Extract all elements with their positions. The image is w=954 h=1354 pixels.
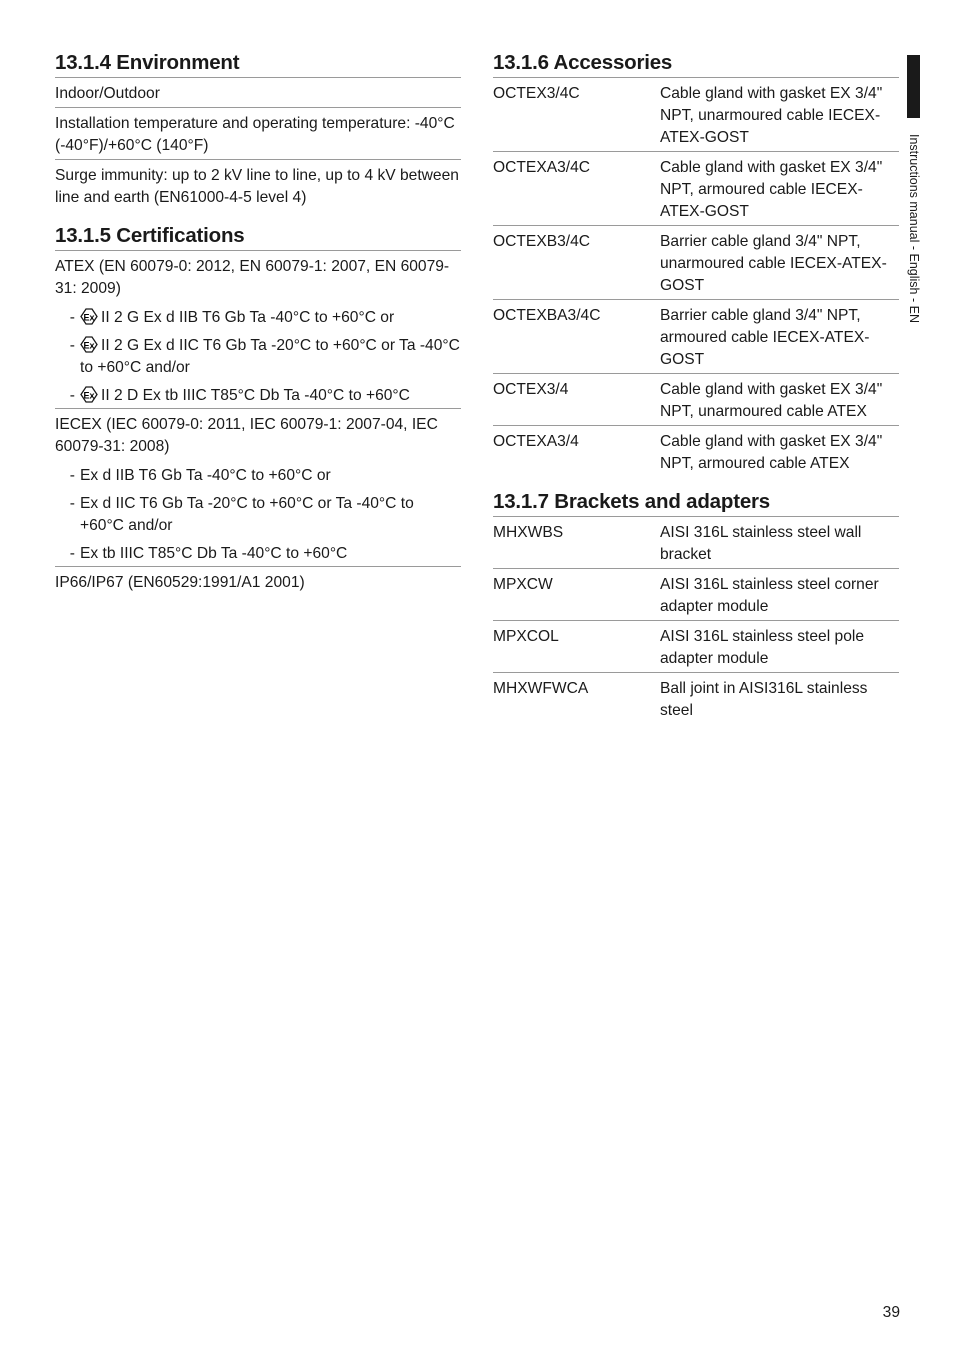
table-row — [493, 621, 899, 673]
environment-row: Surge immunity: up to 2 kV line to line, up to 4 kV between line and earth (EN61000-4-5 level 4) — [55, 167, 459, 206]
ex-symbol-icon — [80, 386, 98, 403]
bullet-dash: - — [69, 387, 75, 404]
brackets-heading: 13.1.7 Brackets and adapters — [493, 489, 899, 517]
table-row — [493, 78, 899, 152]
product-description: Cable gland with gasket EX 3/4" NPT, armoured cable ATEX — [660, 433, 883, 472]
accessories-heading: 13.1.6 Accessories — [493, 50, 899, 78]
product-description: Barrier cable gland 3/4" NPT, unarmoured cable IECEX-ATEX-GOST — [660, 233, 887, 294]
list-item-label: Ex tb IIIC T85°C Db Ta -40°C to +60°C — [80, 545, 348, 562]
atex-list — [55, 302, 461, 408]
product-description: AISI 316L stainless steel corner adapter module — [660, 576, 879, 615]
list-item-text — [80, 335, 461, 379]
list-item-label: Ex d IIC T6 Gb Ta -20°C to +60°C or Ta -40°C to +60°C and/or — [80, 495, 414, 534]
list-item-text — [80, 307, 461, 329]
iecex-list — [55, 460, 461, 566]
ip-rating: IP66/IP67 (EN60529:1991/A1 2001) — [55, 566, 461, 596]
product-description: Ball joint in AISI316L stainless steel — [660, 680, 868, 719]
list-item-label: II 2 G Ex d IIB T6 Gb Ta -40°C to +60°C or — [101, 309, 395, 326]
table-row — [493, 374, 899, 426]
product-code: OCTEX3/4C — [493, 85, 580, 102]
bullet-dash: - — [69, 467, 75, 484]
list-item-text — [80, 493, 461, 537]
svg-text:Ex: Ex — [83, 312, 95, 323]
table-row — [493, 300, 899, 374]
product-code: MPXCW — [493, 576, 553, 593]
product-code: OCTEX3/4 — [493, 381, 569, 398]
left-column — [55, 50, 461, 596]
product-description: AISI 316L stainless steel wall bracket — [660, 524, 862, 563]
page-number: 39 — [882, 1304, 900, 1321]
ex-symbol-icon — [80, 336, 98, 353]
environment-heading: 13.1.4 Environment — [55, 50, 461, 78]
table-row — [493, 152, 899, 226]
product-code: MHXWBS — [493, 524, 564, 541]
list-item — [55, 302, 461, 330]
table-row — [493, 226, 899, 300]
iecex-intro: IECEX (IEC 60079-0: 2011, IEC 60079-1: 2007-04, IEC 60079-31: 2008) — [55, 408, 461, 460]
table-row — [493, 517, 899, 569]
product-description: Cable gland with gasket EX 3/4" NPT, unarmoured cable ATEX — [660, 381, 883, 420]
list-item-text — [80, 385, 461, 407]
sidebar-label: Instructions manual - English - EN — [907, 134, 921, 323]
product-code: OCTEXA3/4 — [493, 433, 579, 450]
list-item — [55, 538, 461, 566]
list-item — [55, 380, 461, 408]
product-description: Cable gland with gasket EX 3/4" NPT, unarmoured cable IECEX-ATEX-GOST — [660, 85, 883, 146]
environment-row: Installation temperature and operating temperature: -40°C (-40°F)/+60°C (140°F) — [55, 108, 461, 160]
table-row — [493, 569, 899, 621]
list-item-text — [80, 465, 461, 487]
sidebar-tab-marker — [907, 55, 920, 118]
product-code: MPXCOL — [493, 628, 559, 645]
accessories-table — [493, 78, 899, 477]
list-item — [55, 460, 461, 488]
brackets-table — [493, 517, 899, 724]
table-row — [493, 426, 899, 477]
list-item-label: II 2 G Ex d IIC T6 Gb Ta -20°C to +60°C or Ta -40°C to +60°C and/or — [80, 337, 460, 376]
product-description: AISI 316L stainless steel pole adapter module — [660, 628, 864, 667]
svg-text:Ex: Ex — [83, 340, 95, 351]
product-code: OCTEXA3/4C — [493, 159, 591, 176]
product-code: MHXWFWCA — [493, 680, 589, 697]
product-description: Barrier cable gland 3/4" NPT, armoured cable IECEX-ATEX-GOST — [660, 307, 870, 368]
product-description: Cable gland with gasket EX 3/4" NPT, armoured cable IECEX-ATEX-GOST — [660, 159, 883, 220]
svg-text:Ex: Ex — [83, 390, 95, 401]
certifications-heading: 13.1.5 Certifications — [55, 223, 461, 251]
atex-intro: ATEX (EN 60079-0: 2012, EN 60079-1: 2007, EN 60079-31: 2009) — [55, 258, 450, 297]
product-code: OCTEXBA3/4C — [493, 307, 601, 324]
right-column — [493, 50, 899, 724]
list-item-label: II 2 D Ex tb IIIC T85°C Db Ta -40°C to +60°C — [101, 387, 410, 404]
list-item — [55, 488, 461, 538]
bullet-dash: - — [69, 337, 75, 354]
bullet-dash: - — [69, 495, 75, 512]
bullet-dash: - — [69, 545, 75, 562]
bullet-dash: - — [69, 309, 75, 326]
list-item-text — [80, 543, 461, 565]
list-item — [55, 330, 461, 380]
environment-row: Indoor/Outdoor — [55, 78, 461, 108]
product-code: OCTEXB3/4C — [493, 233, 591, 250]
table-row — [493, 673, 899, 724]
list-item-label: Ex d IIB T6 Gb Ta -40°C to +60°C or — [80, 467, 331, 484]
ex-symbol-icon — [80, 308, 98, 325]
